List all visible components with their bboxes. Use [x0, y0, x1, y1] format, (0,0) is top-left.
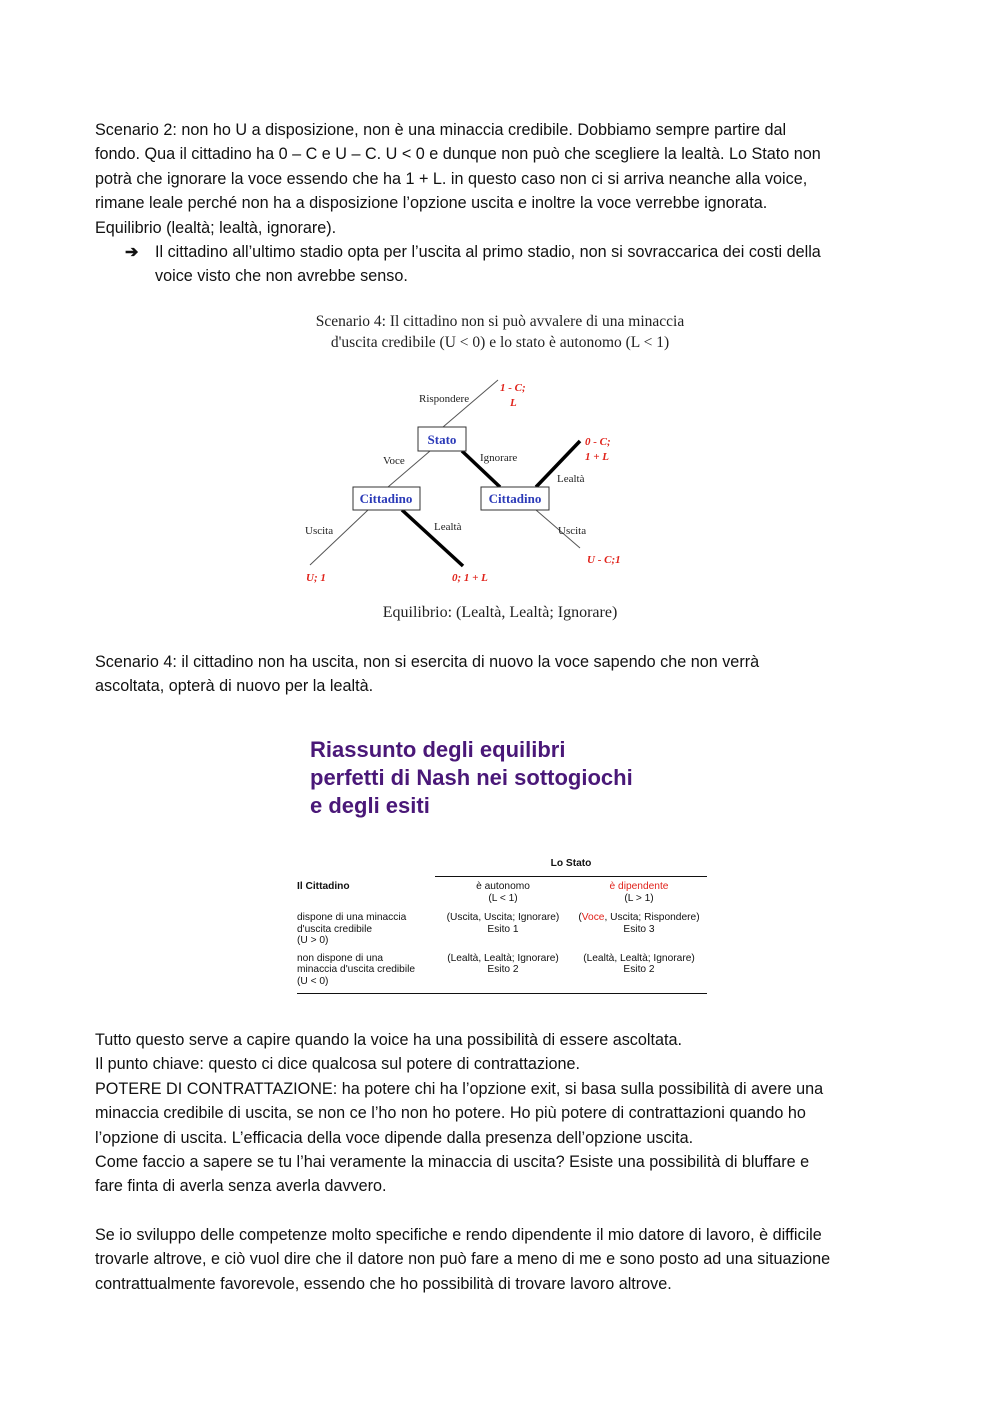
row1-label-line: (U > 0) [297, 935, 329, 946]
summary-title-line: e degli esiti [310, 793, 430, 818]
row1-col1-equilibrium: (Uscita, Uscita; Ignorare) [446, 912, 560, 923]
row2-label-line: minaccia d'uscita credibile [297, 964, 416, 975]
text-line: Se io sviluppo delle competenze molto specifiche e rendo dipendente il mio datore di lavoro, è difficile [95, 1226, 822, 1244]
text-line: fondo. Qua il cittadino ha 0 – C e U – C. U < 0 e dunque non può che scegliere la lealtà. Lo Stato non [95, 145, 821, 164]
label-ignorare: Ignorare [480, 452, 518, 464]
col-dipendente: è dipendente [609, 881, 669, 892]
edge-uscita-left [310, 510, 368, 565]
row1-col2-rest: , Uscita; Rispondere) [604, 912, 700, 923]
text-line: potrà che ignorare la voce essendo che ha 1 + L. in questo caso non ci si arriva neanche alla voice, [95, 169, 808, 188]
row1-col1-esito: Esito 1 [487, 923, 519, 935]
header-lo-stato: Lo Stato [550, 858, 592, 869]
header-rule [435, 876, 707, 877]
row2-label-line: non dispone di una [297, 952, 384, 964]
payoff-rispondere-2: L [510, 397, 517, 409]
payoff-lealta-right-2: 1 + L [585, 451, 609, 463]
text-line: POTERE DI CONTRATTAZIONE: ha potere chi ha l’opzione exit, si basa sulla possibilità di avere una [95, 1079, 824, 1098]
text-line: rimane leale perché non ha a disposizione l’opzione uscita e inoltre la voce verrebbe ignorata. [95, 194, 768, 213]
summary-grid [297, 876, 707, 992]
node-cittadino-left: Cittadino [359, 491, 413, 506]
edge-lealta-left [402, 510, 463, 566]
label-lealta-right: Lealtà [557, 473, 585, 485]
col-autonomo: è autonomo [476, 881, 530, 892]
bullet-line: Il cittadino all’ultimo stadio opta per l’uscita al primo stadio, non si sovraccarica dei costi della [155, 243, 821, 261]
text-line: trovarle altrove, e ciò vuol dire che il datore non può fare a meno di me e sono posto ad una situazione [95, 1250, 831, 1269]
tree-equilibrium: Equilibrio: (Lealtà, Lealtà; Ignorare) [382, 604, 618, 621]
table-bottom-rule [297, 993, 707, 994]
row1-label-line: dispone di una minaccia [297, 912, 407, 923]
label-rispondere: Rispondere [419, 393, 470, 405]
summary-table [297, 854, 707, 994]
payoff-uscita-left: U; 1 [306, 572, 326, 584]
middle-paragraph [95, 650, 910, 699]
text-line: Equilibrio (lealtà; lealtà, ignorare). [95, 218, 337, 237]
payoff-lealta-right-1: 0 - C; [585, 436, 611, 448]
text-line: l’opzione di uscita. L’efficacia della voce dipende dalla presenza dell’opzione uscita. [95, 1128, 694, 1147]
text-line: Come faccio a sapere se tu l’hai veramente la minaccia di uscita? Esiste una possibilità di bluffare e [95, 1153, 810, 1172]
row2-label-line: (U < 0) [297, 975, 329, 987]
text-line: Scenario 2: non ho U a disposizione, non è una minaccia credibile. Dobbiamo sempre partire dal [95, 121, 787, 139]
tree-title-line: d'uscita credibile (U < 0) e lo stato è autonomo (L < 1) [330, 334, 670, 351]
row1-col2-esito: Esito 3 [623, 923, 655, 935]
text-line: fare finta di averla senza averla davvero. [95, 1177, 387, 1196]
text-line: Scenario 4: il cittadino non ha uscita, non si esercita di nuovo la voce sapendo che non verrà [95, 653, 760, 671]
text-line: contrattualmente favorevole, essendo che ho possibilità di trovare lavoro altrove. [95, 1274, 672, 1293]
arrow-icon: ➔ [125, 243, 139, 261]
label-uscita-right: Uscita [558, 525, 587, 537]
closing-paragraph [95, 1028, 910, 1199]
payoff-uscita-right: U - C;1 [587, 554, 621, 566]
summary-title [310, 736, 730, 820]
col-autonomo-cond: (L < 1) [488, 892, 518, 904]
payoff-rispondere-1: 1 - C; [500, 382, 526, 394]
voce-highlight: Voce [581, 912, 605, 923]
node-stato: Stato [427, 432, 457, 447]
text-line: ascoltata, opterà di nuovo per la lealtà. [95, 677, 374, 696]
final-paragraph [95, 1223, 910, 1296]
summary-title-line: perfetti di Nash nei sottogiochi [310, 765, 633, 790]
node-cittadino-right: Cittadino [488, 491, 542, 506]
summary-title-line: Riassunto degli equilibri [310, 737, 566, 762]
row2-col1-equilibrium: (Lealtà, Lealtà; Ignorare) [447, 952, 559, 964]
row1-label-line: d'uscita credibile [297, 923, 372, 935]
text-line: Tutto questo serve a capire quando la voice ha una possibilità di essere ascoltata. [95, 1031, 683, 1049]
label-uscita-left: Uscita [305, 525, 334, 537]
payoff-lealta-left: 0; 1 + L [452, 572, 488, 584]
label-lealta-left: Lealtà [434, 521, 462, 533]
row2-col2-equilibrium: (Lealtà, Lealtà; Ignorare) [583, 952, 695, 964]
label-voce: Voce [383, 455, 405, 467]
header-il-cittadino: Il Cittadino [297, 881, 350, 892]
paren: ( [578, 912, 582, 923]
text-line: minaccia credibile di uscita, se non ce l’ho non ho potere. Ho più potere di contrattazioni quando ho [95, 1104, 806, 1123]
text-line: Il punto chiave: questo ci dice qualcosa sul potere di contrattazione. [95, 1055, 581, 1074]
tree-title-line: Scenario 4: Il cittadino non si può avvalere di una minaccia [315, 313, 685, 330]
bullet-line: voice visto che non avrebbe senso. [155, 267, 408, 286]
row2-col1-esito: Esito 2 [487, 964, 519, 975]
col-dipendente-cond: (L > 1) [624, 892, 654, 904]
row1-col2-equilibrium [571, 912, 707, 924]
row2-col2-esito: Esito 2 [623, 964, 655, 975]
